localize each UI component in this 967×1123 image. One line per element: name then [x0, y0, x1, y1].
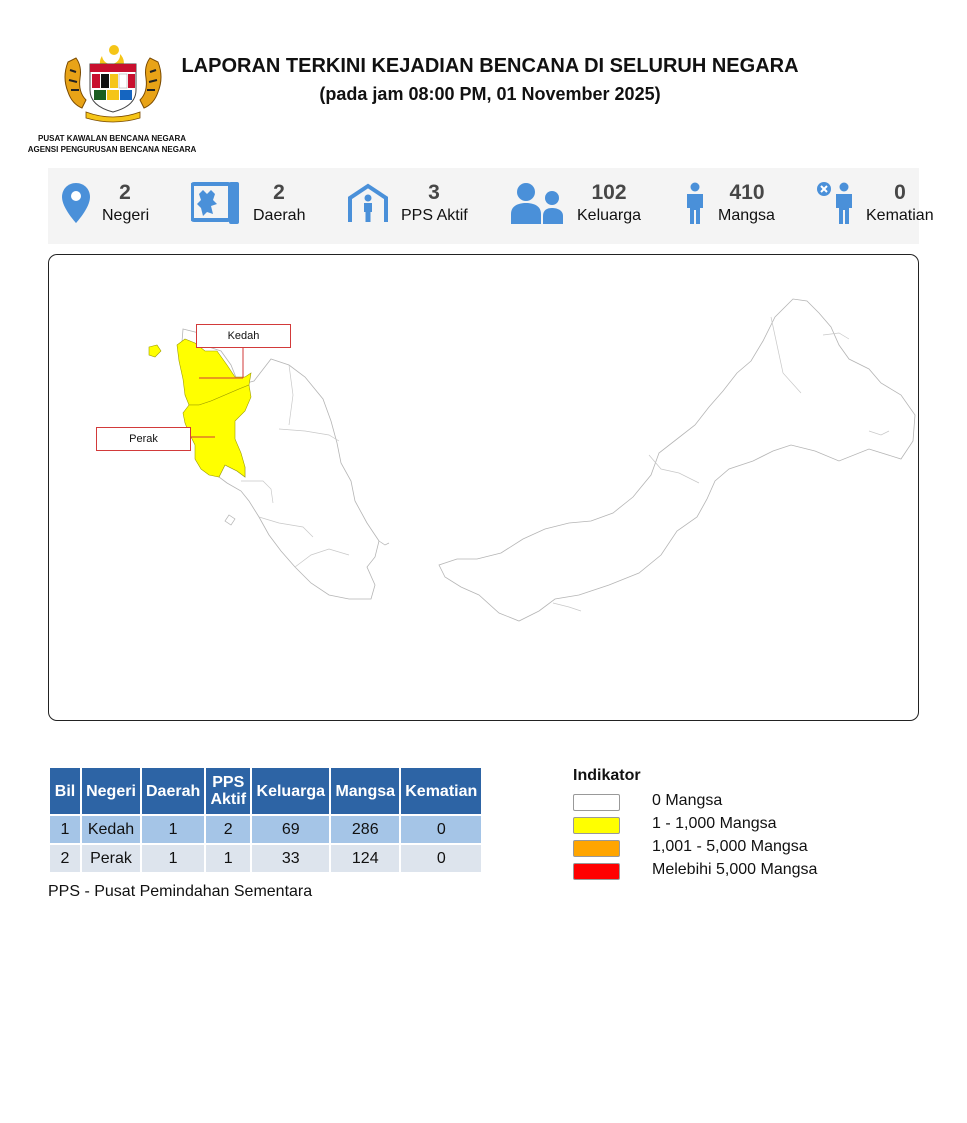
stat-pps-label: PPS Aktif: [401, 207, 468, 224]
legend: [573, 767, 873, 884]
legend-label: 1 - 1,000 Mangsa: [652, 815, 777, 832]
person-icon: [683, 182, 707, 224]
table-row: [50, 845, 481, 872]
legend-label: Melebihi 5,000 Mangsa: [652, 861, 818, 878]
stat-mangsa-label: Mangsa: [718, 207, 775, 224]
stat-kematian-value: 0: [894, 181, 906, 204]
cell-mangsa: 124: [331, 845, 399, 872]
map-label-perak: Perak: [96, 427, 191, 451]
stat-kematian-label: Kematian: [866, 207, 934, 224]
shelter-icon: [347, 182, 389, 224]
district-map-icon: [191, 182, 241, 224]
stat-keluarga-label: Keluarga: [577, 207, 642, 224]
family-icon: [510, 182, 566, 224]
cell-bil: 2: [50, 845, 80, 872]
location-pin-icon: [61, 182, 91, 224]
table-header-row: [50, 768, 481, 814]
label-leader-lines: [49, 255, 918, 720]
cell-bil: 1: [50, 816, 80, 843]
malaysia-map: [48, 254, 919, 721]
col-daerah: Daerah: [142, 768, 204, 814]
stat-daerah-value: 2: [273, 181, 285, 204]
col-kematian: Kematian: [401, 768, 481, 814]
cell-mangsa: 286: [331, 816, 399, 843]
col-mangsa: Mangsa: [331, 768, 399, 814]
table-row: [50, 816, 481, 843]
legend-item: [573, 861, 873, 884]
legend-item: [573, 815, 873, 838]
death-person-icon: [816, 181, 856, 224]
cell-negeri: Kedah: [82, 816, 140, 843]
legend-item: [573, 792, 873, 815]
legend-item: [573, 838, 873, 861]
stat-negeri-value: 2: [119, 181, 131, 204]
cell-kematian: 0: [401, 845, 481, 872]
stat-negeri-label: Negeri: [102, 207, 150, 224]
page-subtitle: (pada jam 08:00 PM, 01 November 2025): [319, 84, 661, 104]
summary-table: [48, 766, 483, 874]
footnote: PPS - Pusat Pemindahan Sementara: [48, 883, 313, 900]
stat-mangsa-value: 410: [729, 181, 765, 204]
cell-pps-aktif: 2: [206, 816, 250, 843]
stats-bar: [48, 168, 934, 244]
cell-keluarga: 33: [252, 845, 329, 872]
stat-pps-value: 3: [428, 181, 440, 204]
cell-pps-aktif: 1: [206, 845, 250, 872]
col-negeri: Negeri: [82, 768, 140, 814]
cell-daerah: 1: [142, 845, 204, 872]
map-label-kedah: Kedah: [196, 324, 291, 348]
legend-swatch: [573, 794, 620, 811]
cell-daerah: 1: [142, 816, 204, 843]
cell-negeri: Perak: [82, 845, 140, 872]
stat-daerah-label: Daerah: [253, 207, 306, 224]
col-bil: Bil: [50, 768, 80, 814]
legend-swatch: [573, 840, 620, 857]
cell-kematian: 0: [401, 816, 481, 843]
cell-keluarga: 69: [252, 816, 329, 843]
legend-title: Indikator: [573, 767, 641, 784]
col-pps-aktif: PPS Aktif: [206, 768, 250, 814]
col-keluarga: Keluarga: [252, 768, 329, 814]
legend-label: 1,001 - 5,000 Mangsa: [652, 838, 808, 855]
legend-swatch: [573, 863, 620, 880]
stat-keluarga-value: 102: [591, 181, 627, 204]
legend-label: 0 Mangsa: [652, 792, 723, 809]
org-name-line-2: AGENSI PENGURUSAN BENCANA NEGARA: [27, 145, 197, 154]
org-name-line-1: PUSAT KAWALAN BENCANA NEGARA: [38, 134, 186, 143]
page-title: LAPORAN TERKINI KEJADIAN BENCANA DI SELURUH NEGARA: [181, 55, 799, 77]
legend-swatch: [573, 817, 620, 834]
